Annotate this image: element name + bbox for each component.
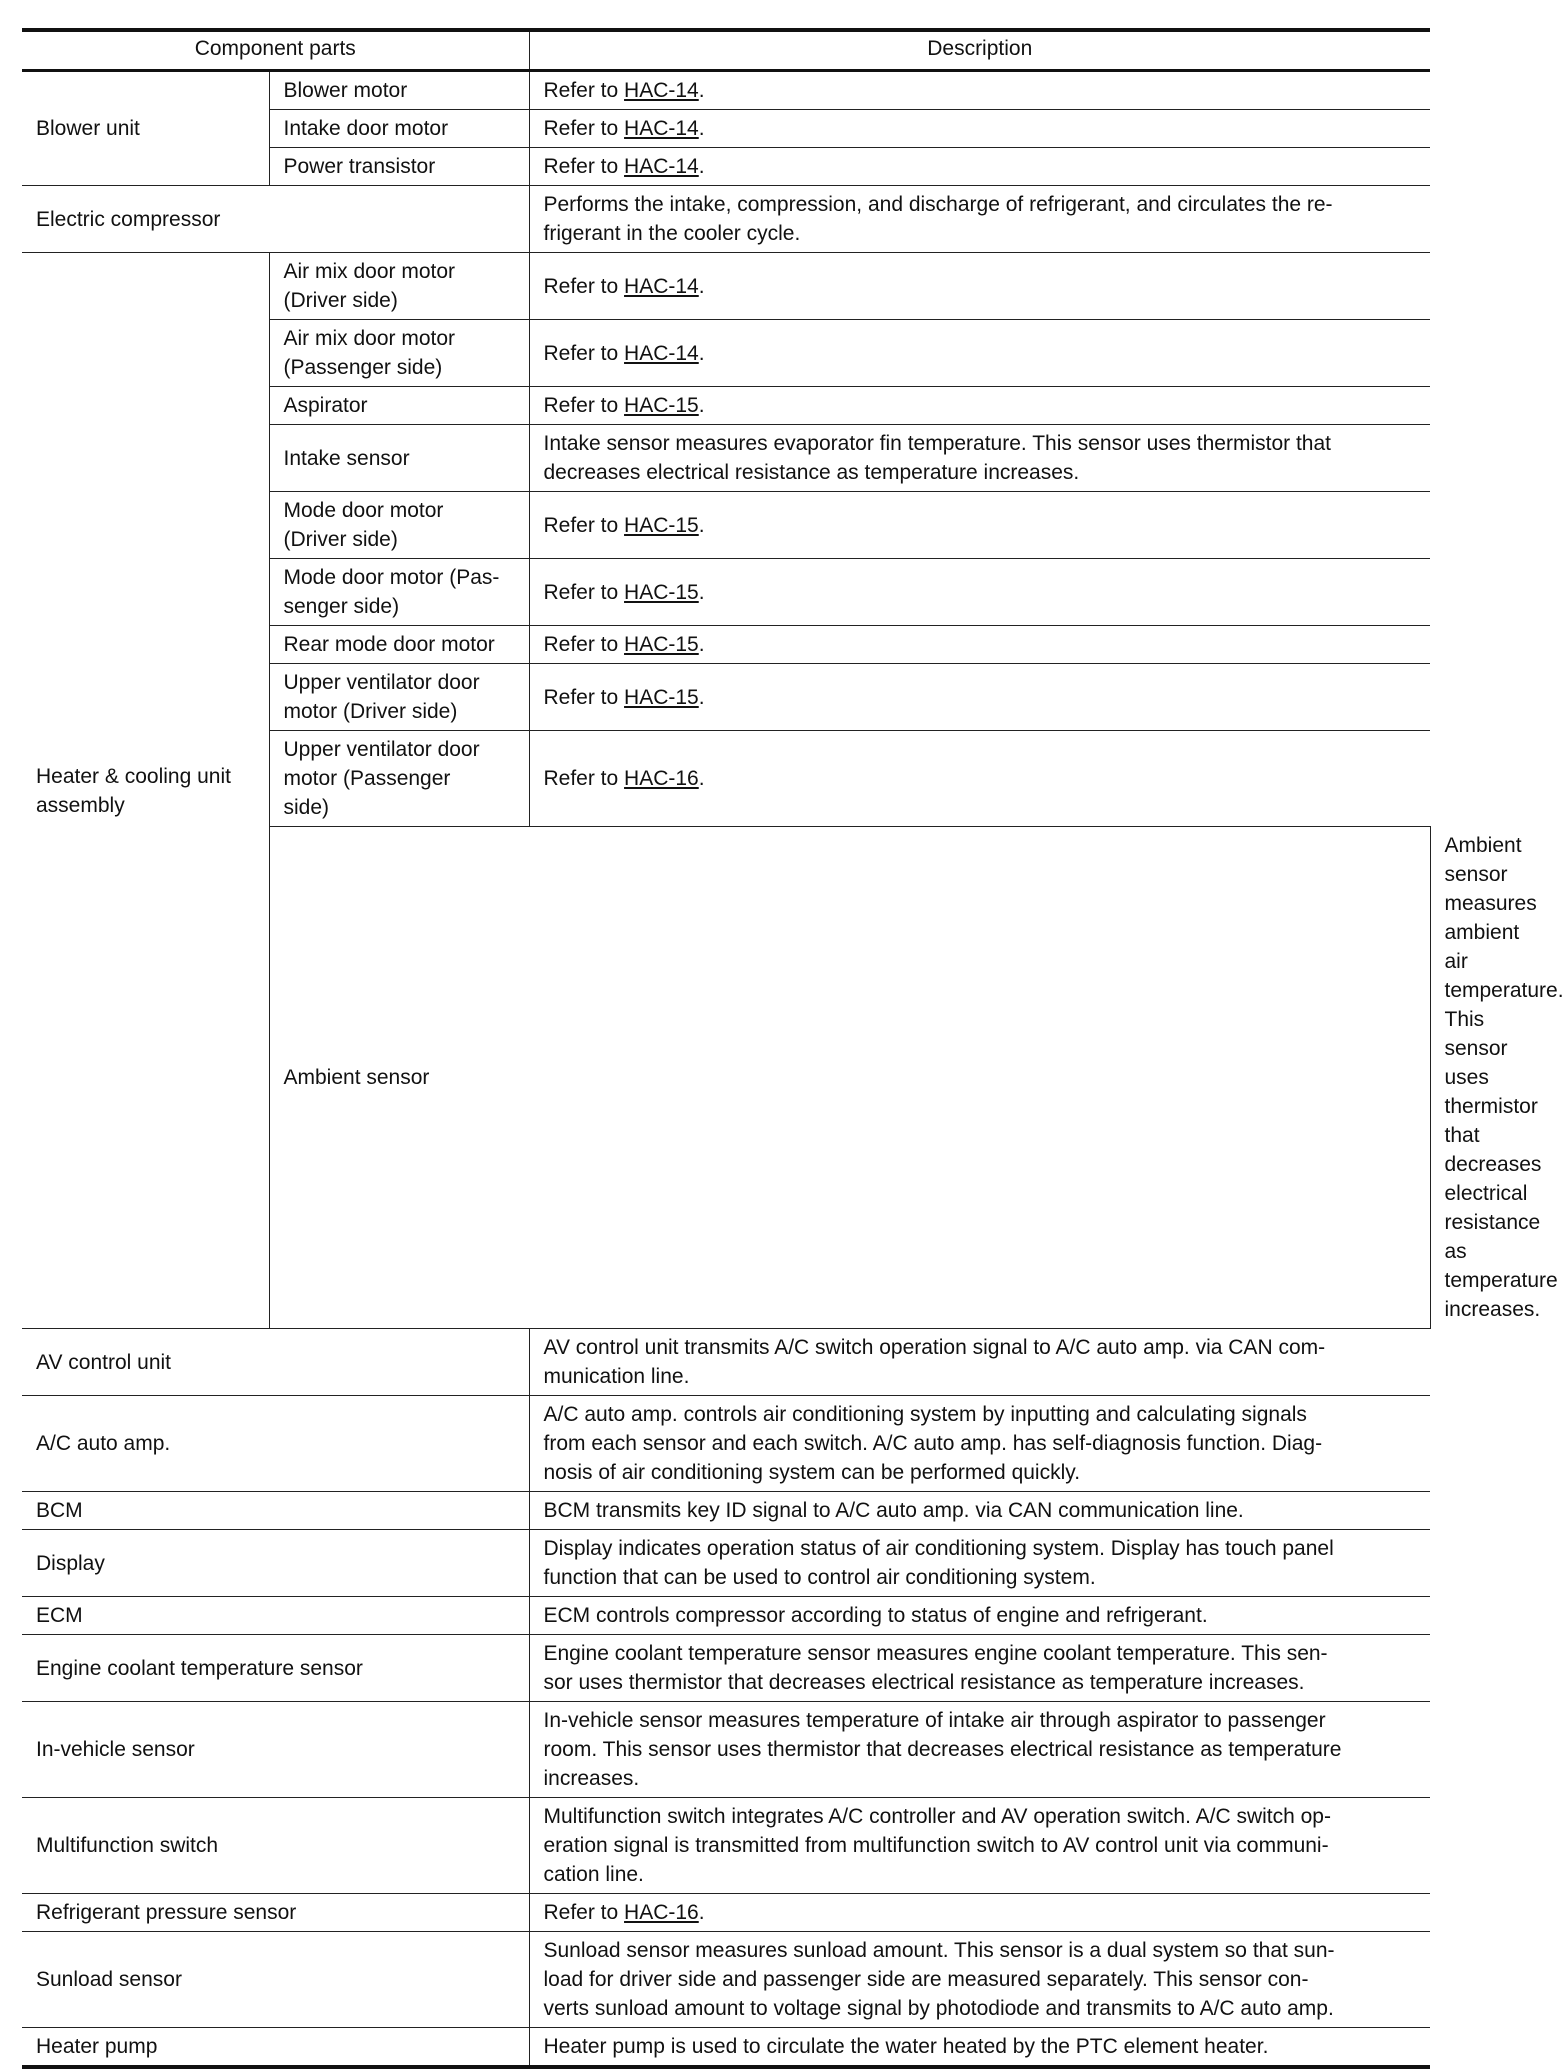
component-cell: A/C auto amp. [22,1396,529,1492]
reference-link[interactable]: HAC-15 [624,685,699,709]
table-row [22,1635,1430,1702]
description-cell [529,1894,1430,1932]
description-cell [529,110,1430,148]
refer-to-text: Refer to [543,767,625,790]
reference-link[interactable]: HAC-14 [624,79,699,102]
reference-link[interactable]: HAC-14 [624,117,699,140]
reference-suffix: . [698,685,705,709]
refer-to-text: Refer to [543,341,625,365]
table-header-row [22,30,1430,71]
header-description: Description [529,30,1430,71]
component-cell: AV control unit [22,1329,529,1396]
component-cell: Heater pump [22,2028,529,2068]
reference-suffix: . [698,633,705,656]
reference-suffix: . [698,580,705,604]
part-cell: Intake sensor [269,425,529,492]
description-cell: In-vehicle sensor measures temperature of intake air through aspirator to passenger room. This sensor uses thermistor that decreases electrical resistance as temperature increases. [529,1702,1430,1798]
description-cell: Performs the intake, compression, and discharge of refrigerant, and circulates the re- frigerant in the cooler cycle. [529,186,1430,253]
table-row [22,1396,1430,1492]
description-cell: Sunload sensor measures sunload amount. This sensor is a dual system so that sun- load for driver side and passenger side are measured separately. This sensor con- verts sunload amount to voltage signal by photodiode and transmits to A/C auto amp. [529,1932,1430,2028]
table-row [22,71,1430,110]
description-cell: Heater pump is used to circulate the water heated by the PTC element heater. [529,2028,1430,2068]
table-row [22,1798,1430,1894]
component-cell: ECM [22,1597,529,1635]
part-cell: Aspirator [269,387,529,425]
reference-suffix: . [698,341,705,365]
description-cell: AV control unit transmits A/C switch operation signal to A/C auto amp. via CAN com- munication line. [529,1329,1430,1396]
reference-link[interactable]: HAC-14 [624,341,699,365]
description-cell [529,320,1430,387]
reference-link[interactable]: HAC-15 [624,394,699,417]
part-cell: Mode door motor (Driver side) [269,492,529,559]
description-cell [529,664,1430,731]
component-cell: BCM [22,1492,529,1530]
table-row [22,253,1430,320]
reference-suffix: . [698,274,705,298]
reference-suffix: . [698,513,705,537]
reference-suffix: . [698,117,705,140]
description-cell: Engine coolant temperature sensor measures engine coolant temperature. This sen- sor uses thermistor that decreases electrical resistance as temperature increases. [529,1635,1430,1702]
reference-link[interactable]: HAC-14 [624,155,699,178]
description-cell [529,559,1430,626]
part-cell: Upper ventilator door motor (Driver side) [269,664,529,731]
description-cell: Display indicates operation status of air conditioning system. Display has touch panel function that can be used to control air conditioning system. [529,1530,1430,1597]
table-row [22,1597,1430,1635]
component-cell: In-vehicle sensor [22,1702,529,1798]
refer-to-text: Refer to [543,1901,625,1924]
part-cell: Blower motor [269,71,529,110]
reference-link[interactable]: HAC-15 [624,513,699,537]
refer-to-text: Refer to [543,155,625,178]
table-body [22,71,1564,2068]
component-cell: Engine coolant temperature sensor [22,1635,529,1702]
component-cell: Multifunction switch [22,1798,529,1894]
refer-to-text: Refer to [543,513,625,537]
group-cell: Heater & cooling unit assembly [22,253,269,1329]
refer-to-text: Refer to [543,79,625,102]
part-cell: Air mix door motor (Passenger side) [269,320,529,387]
description-cell [529,731,1430,827]
part-cell: Intake door motor [269,110,529,148]
component-cell: Display [22,1530,529,1597]
refer-to-text: Refer to [543,580,625,604]
reference-suffix: . [698,767,705,790]
refer-to-text: Refer to [543,685,625,709]
table-row [22,1932,1430,2028]
description-cell [529,492,1430,559]
group-cell: Blower unit [22,71,269,186]
refer-to-text: Refer to [543,633,625,656]
reference-suffix: . [698,394,705,417]
description-cell: Multifunction switch integrates A/C controller and AV operation switch. A/C switch op- eration signal is transmitted from multifunction switch to AV control unit via communi- cation line. [529,1798,1430,1894]
reference-suffix: . [698,155,705,178]
reference-link[interactable]: HAC-16 [624,767,699,790]
component-cell: Sunload sensor [22,1932,529,2028]
description-cell [529,387,1430,425]
table-row [22,1530,1430,1597]
component-table [22,28,1564,2069]
part-cell: Air mix door motor (Driver side) [269,253,529,320]
refer-to-text: Refer to [543,117,625,140]
reference-link[interactable]: HAC-15 [624,580,699,604]
table-row: Ambient sensor Ambient sensor measures ambient air temperature. This sensor uses thermistor that decreases electrical resistance as temperature increases. [22,827,1430,1329]
component-cell: Electric compressor [22,186,529,253]
reference-link[interactable]: HAC-16 [624,1901,699,1924]
description-cell: Intake sensor measures evaporator fin temperature. This sensor uses thermistor that decreases electrical resistance as temperature increases. [529,425,1430,492]
table-row [22,186,1430,253]
table-row [22,1702,1430,1798]
part-cell: Power transistor [269,148,529,186]
part-cell: Upper ventilator door motor (Passenger side) [269,731,529,827]
description-cell [529,148,1430,186]
reference-suffix: . [698,79,705,102]
table-row [22,1492,1430,1530]
refer-to-text: Refer to [543,394,625,417]
part-cell: Mode door motor (Pas- senger side) [269,559,529,626]
component-cell: Ambient sensor [269,827,1430,1329]
description-cell [529,253,1430,320]
description-cell: BCM transmits key ID signal to A/C auto amp. via CAN communication line. [529,1492,1430,1530]
description-cell: A/C auto amp. controls air conditioning system by inputting and calculating signals from each sensor and each switch. A/C auto amp. has self-diagnosis function. Diag- nosis of air conditioning system can be performed quickly. [529,1396,1430,1492]
refer-to-text: Refer to [543,274,625,298]
reference-suffix: . [698,1901,705,1924]
description-cell: ECM controls compressor according to status of engine and refrigerant. [529,1597,1430,1635]
header-component-parts: Component parts [22,30,529,71]
description-cell [529,626,1430,664]
reference-link[interactable]: HAC-15 [624,633,699,656]
table-row [22,2028,1430,2068]
reference-link[interactable]: HAC-14 [624,274,699,298]
table-row [22,1894,1430,1932]
description-cell [529,71,1430,110]
component-cell: Refrigerant pressure sensor [22,1894,529,1932]
part-cell: Rear mode door motor [269,626,529,664]
table-row [22,1329,1430,1396]
